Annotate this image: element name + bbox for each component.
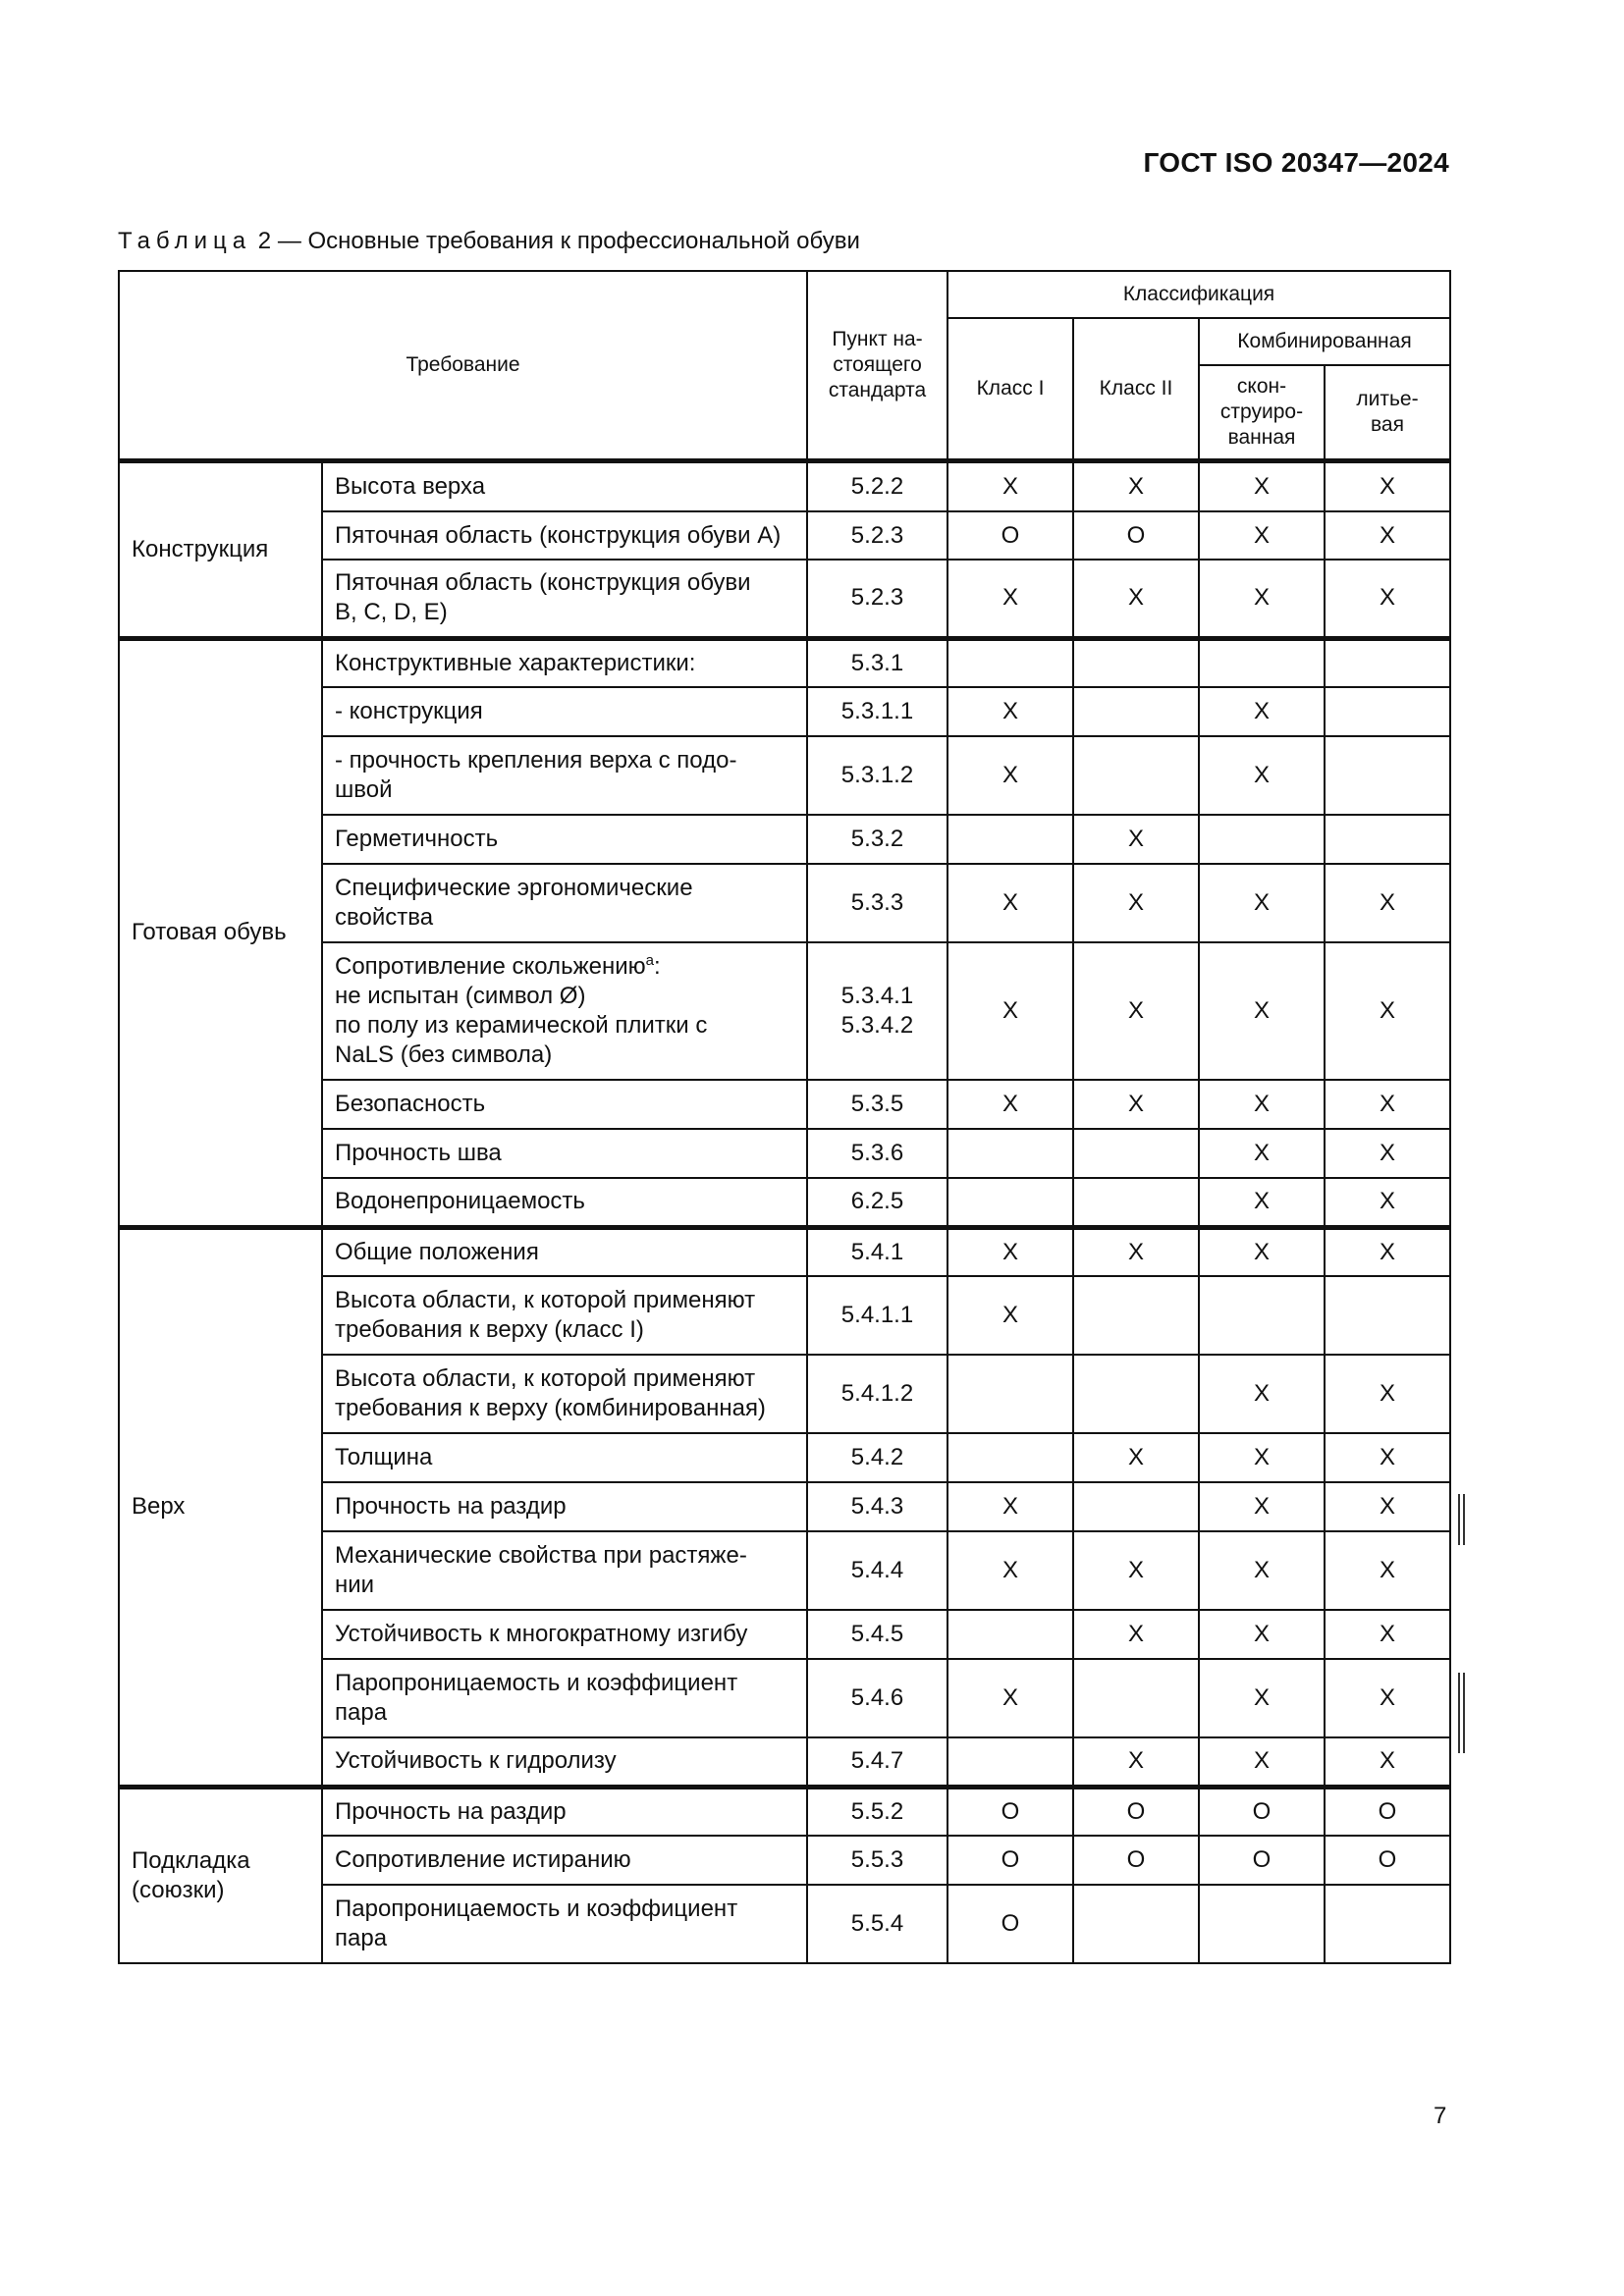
caption-number: 2 bbox=[257, 228, 272, 254]
clause-cell: 5.3.5 bbox=[807, 1080, 947, 1129]
class-1-mark: X bbox=[947, 736, 1073, 815]
requirement-cell bbox=[322, 1227, 807, 1276]
class-1-mark bbox=[947, 638, 1073, 687]
requirement-cell bbox=[322, 1659, 807, 1737]
class-2-mark: X bbox=[1073, 1433, 1199, 1482]
requirement-cell bbox=[322, 460, 807, 511]
requirement-text: Общие положения bbox=[335, 1238, 539, 1265]
requirement-text: Прочность шва bbox=[335, 1140, 502, 1166]
requirement-text: Устойчивость к многократному изгибу bbox=[335, 1621, 748, 1647]
requirement-cell bbox=[322, 1885, 807, 1963]
class-2-mark bbox=[1073, 1659, 1199, 1737]
class-2-mark bbox=[1073, 638, 1199, 687]
header-requirement: Требование bbox=[119, 271, 807, 460]
clause-cell: 5.4.2 bbox=[807, 1433, 947, 1482]
constructed-mark: X bbox=[1199, 1129, 1325, 1178]
moulded-mark: X bbox=[1325, 1178, 1450, 1227]
requirement-text: Сопротивление истиранию bbox=[335, 1846, 631, 1873]
requirement-cell bbox=[322, 511, 807, 560]
requirement-text: Толщина bbox=[335, 1444, 433, 1470]
caption-title: — Основные требования к профессиональной обуви bbox=[277, 228, 860, 254]
clause-cell: 5.4.4 bbox=[807, 1531, 947, 1610]
class-1-mark: X bbox=[947, 942, 1073, 1080]
header-class-1: Класс I bbox=[947, 318, 1073, 460]
requirement-text: Прочность на раздир bbox=[335, 1493, 567, 1520]
class-1-mark bbox=[947, 1129, 1073, 1178]
requirement-cell bbox=[322, 1482, 807, 1531]
header-class-2: Класс II bbox=[1073, 318, 1199, 460]
constructed-mark: X bbox=[1199, 687, 1325, 736]
requirement-text: Сопротивление скольжению bbox=[335, 953, 646, 980]
clause-cell: 5.4.1 bbox=[807, 1227, 947, 1276]
constructed-mark: X bbox=[1199, 1482, 1325, 1531]
requirement-text: Прочность на раздир bbox=[335, 1797, 567, 1825]
requirement-text: - конструкция bbox=[335, 698, 483, 724]
header-moulded: литье- вая bbox=[1325, 365, 1450, 460]
moulded-mark bbox=[1325, 1276, 1450, 1355]
clause-cell: 5.4.1.1 bbox=[807, 1276, 947, 1355]
class-1-mark bbox=[947, 1433, 1073, 1482]
requirement-cell bbox=[322, 1836, 807, 1885]
table-row bbox=[119, 1227, 1450, 1276]
constructed-mark: X bbox=[1199, 1659, 1325, 1737]
constructed-mark: O bbox=[1199, 1836, 1325, 1885]
requirement-cell bbox=[322, 1787, 807, 1836]
moulded-mark: X bbox=[1325, 460, 1450, 511]
requirement-text: Высота области, к которой применяют требования к верху (комбинированная) bbox=[335, 1365, 766, 1421]
class-2-mark bbox=[1073, 1129, 1199, 1178]
clause-cell: 5.2.2 bbox=[807, 460, 947, 511]
clause-cell: 5.3.1.2 bbox=[807, 736, 947, 815]
requirement-cell bbox=[322, 942, 807, 1080]
constructed-mark: X bbox=[1199, 1080, 1325, 1129]
class-2-mark: X bbox=[1073, 560, 1199, 638]
requirement-text: Высота верха bbox=[335, 472, 486, 500]
requirement-text: Специфические эргономические свойства bbox=[335, 875, 693, 931]
class-2-mark bbox=[1073, 1482, 1199, 1531]
table-caption bbox=[118, 228, 860, 255]
group-name: Подкладка (союзки) bbox=[119, 1787, 322, 1963]
standard-designation: ГОСТ ISO 20347—2024 bbox=[1143, 147, 1449, 178]
requirement-text: - прочность крепления верха с подо- швой bbox=[335, 747, 737, 803]
class-1-mark: X bbox=[947, 1659, 1073, 1737]
requirement-cell bbox=[322, 1531, 807, 1610]
constructed-mark bbox=[1199, 638, 1325, 687]
class-2-mark: O bbox=[1073, 511, 1199, 560]
constructed-mark: X bbox=[1199, 511, 1325, 560]
clause-cell: 6.2.5 bbox=[807, 1178, 947, 1227]
moulded-mark: X bbox=[1325, 864, 1450, 942]
requirement-text: Пяточная область (конструкция обуви B, C, D, E) bbox=[335, 569, 751, 626]
constructed-mark: X bbox=[1199, 1227, 1325, 1276]
table-row bbox=[119, 1787, 1450, 1836]
constructed-mark: X bbox=[1199, 1178, 1325, 1227]
moulded-mark bbox=[1325, 736, 1450, 815]
requirement-cell bbox=[322, 736, 807, 815]
constructed-mark: O bbox=[1199, 1787, 1325, 1836]
requirement-text: Пяточная область (конструкция обуви A) bbox=[335, 521, 782, 549]
clause-cell: 5.3.6 bbox=[807, 1129, 947, 1178]
requirement-cell bbox=[322, 1610, 807, 1659]
table-body bbox=[119, 460, 1450, 1963]
group-name: Конструкция bbox=[119, 460, 322, 638]
moulded-mark: X bbox=[1325, 1433, 1450, 1482]
constructed-mark bbox=[1199, 1885, 1325, 1963]
footnote-mark: a bbox=[645, 952, 654, 969]
moulded-mark: X bbox=[1325, 1482, 1450, 1531]
class-2-mark: O bbox=[1073, 1836, 1199, 1885]
class-1-mark: X bbox=[947, 1080, 1073, 1129]
moulded-mark: X bbox=[1325, 560, 1450, 638]
class-2-mark bbox=[1073, 1355, 1199, 1433]
requirement-cell bbox=[322, 1737, 807, 1787]
requirement-text-continued: : не испытан (символ Ø) по полу из керамической плитки с NaLS (без символа) bbox=[335, 953, 708, 1068]
clause-cell: 5.3.3 bbox=[807, 864, 947, 942]
class-1-mark: X bbox=[947, 560, 1073, 638]
requirement-text: Устойчивость к гидролизу bbox=[335, 1747, 617, 1775]
change-bar bbox=[1458, 1673, 1465, 1753]
constructed-mark: X bbox=[1199, 560, 1325, 638]
moulded-mark: X bbox=[1325, 1610, 1450, 1659]
header-combined: Комбинированная bbox=[1199, 318, 1450, 365]
moulded-mark: X bbox=[1325, 942, 1450, 1080]
class-2-mark: X bbox=[1073, 864, 1199, 942]
moulded-mark bbox=[1325, 815, 1450, 864]
constructed-mark: X bbox=[1199, 1531, 1325, 1610]
class-2-mark bbox=[1073, 1276, 1199, 1355]
constructed-mark: X bbox=[1199, 1610, 1325, 1659]
constructed-mark: X bbox=[1199, 1433, 1325, 1482]
requirements-table bbox=[118, 270, 1451, 1964]
requirement-text: Конструктивные характеристики: bbox=[335, 649, 696, 676]
class-1-mark: O bbox=[947, 1885, 1073, 1963]
class-1-mark bbox=[947, 1355, 1073, 1433]
constructed-mark: X bbox=[1199, 1355, 1325, 1433]
class-1-mark: X bbox=[947, 864, 1073, 942]
class-2-mark bbox=[1073, 1178, 1199, 1227]
header-clause: Пункт на- стоящего стандарта bbox=[807, 271, 947, 460]
class-2-mark bbox=[1073, 736, 1199, 815]
clause-cell: 5.3.1.1 bbox=[807, 687, 947, 736]
moulded-mark: X bbox=[1325, 1659, 1450, 1737]
class-2-mark: X bbox=[1073, 1737, 1199, 1787]
clause-cell: 5.4.5 bbox=[807, 1610, 947, 1659]
constructed-mark: X bbox=[1199, 864, 1325, 942]
class-2-mark: X bbox=[1073, 460, 1199, 511]
class-1-mark bbox=[947, 815, 1073, 864]
constructed-mark: X bbox=[1199, 736, 1325, 815]
requirement-cell bbox=[322, 560, 807, 638]
class-2-mark bbox=[1073, 1885, 1199, 1963]
clause-cell: 5.3.2 bbox=[807, 815, 947, 864]
requirement-cell bbox=[322, 864, 807, 942]
requirement-text: Безопасность bbox=[335, 1091, 486, 1117]
header-classification: Классификация bbox=[947, 271, 1450, 318]
class-2-mark: X bbox=[1073, 1227, 1199, 1276]
constructed-mark: X bbox=[1199, 1737, 1325, 1787]
moulded-mark: X bbox=[1325, 1737, 1450, 1787]
clause-cell: 5.3.4.1 5.3.4.2 bbox=[807, 942, 947, 1080]
clause-cell: 5.5.3 bbox=[807, 1836, 947, 1885]
clause-cell: 5.4.7 bbox=[807, 1737, 947, 1787]
class-1-mark: X bbox=[947, 1227, 1073, 1276]
requirement-text: Механические свойства при растяже- нии bbox=[335, 1542, 747, 1598]
moulded-mark: O bbox=[1325, 1836, 1450, 1885]
moulded-mark: X bbox=[1325, 1355, 1450, 1433]
class-1-mark: X bbox=[947, 1276, 1073, 1355]
class-1-mark bbox=[947, 1178, 1073, 1227]
class-1-mark bbox=[947, 1610, 1073, 1659]
requirement-cell bbox=[322, 1355, 807, 1433]
group-name: Готовая обувь bbox=[119, 638, 322, 1227]
class-1-mark bbox=[947, 1737, 1073, 1787]
class-2-mark: X bbox=[1073, 942, 1199, 1080]
class-2-mark: O bbox=[1073, 1787, 1199, 1836]
moulded-mark: O bbox=[1325, 1787, 1450, 1836]
clause-cell: 5.5.4 bbox=[807, 1885, 947, 1963]
table-row bbox=[119, 638, 1450, 687]
requirement-text: Герметичность bbox=[335, 826, 499, 852]
requirement-cell bbox=[322, 1433, 807, 1482]
requirement-cell bbox=[322, 638, 807, 687]
clause-cell: 5.2.3 bbox=[807, 560, 947, 638]
table-row bbox=[119, 460, 1450, 511]
class-2-mark: X bbox=[1073, 815, 1199, 864]
class-2-mark: X bbox=[1073, 1610, 1199, 1659]
class-1-mark: O bbox=[947, 1836, 1073, 1885]
class-1-mark: O bbox=[947, 1787, 1073, 1836]
class-2-mark: X bbox=[1073, 1080, 1199, 1129]
requirement-cell bbox=[322, 1080, 807, 1129]
requirement-cell bbox=[322, 687, 807, 736]
constructed-mark bbox=[1199, 1276, 1325, 1355]
constructed-mark: X bbox=[1199, 460, 1325, 511]
class-2-mark bbox=[1073, 687, 1199, 736]
requirement-text: Высота области, к которой применяют требования к верху (класс I) bbox=[335, 1287, 756, 1343]
moulded-mark: X bbox=[1325, 1227, 1450, 1276]
requirement-cell bbox=[322, 815, 807, 864]
class-2-mark: X bbox=[1073, 1531, 1199, 1610]
class-1-mark: X bbox=[947, 1482, 1073, 1531]
clause-cell: 5.3.1 bbox=[807, 638, 947, 687]
change-bar bbox=[1458, 1494, 1465, 1545]
requirement-text: Водонепроницаемость bbox=[335, 1188, 585, 1215]
clause-cell: 5.2.3 bbox=[807, 511, 947, 560]
constructed-mark bbox=[1199, 815, 1325, 864]
moulded-mark: X bbox=[1325, 1129, 1450, 1178]
moulded-mark: X bbox=[1325, 511, 1450, 560]
moulded-mark: X bbox=[1325, 1080, 1450, 1129]
class-1-mark: O bbox=[947, 511, 1073, 560]
moulded-mark bbox=[1325, 638, 1450, 687]
requirement-cell bbox=[322, 1129, 807, 1178]
constructed-mark: X bbox=[1199, 942, 1325, 1080]
group-name: Верх bbox=[119, 1227, 322, 1787]
clause-cell: 5.4.1.2 bbox=[807, 1355, 947, 1433]
class-1-mark: X bbox=[947, 1531, 1073, 1610]
class-1-mark: X bbox=[947, 687, 1073, 736]
clause-cell: 5.4.6 bbox=[807, 1659, 947, 1737]
header-constructed: скон- струиро- ванная bbox=[1199, 365, 1325, 460]
clause-cell: 5.4.3 bbox=[807, 1482, 947, 1531]
requirement-text: Паропроницаемость и коэффициент пара bbox=[335, 1896, 738, 1951]
moulded-mark bbox=[1325, 1885, 1450, 1963]
requirement-cell bbox=[322, 1276, 807, 1355]
moulded-mark bbox=[1325, 687, 1450, 736]
requirement-text: Паропроницаемость и коэффициент пара bbox=[335, 1670, 738, 1726]
page-number: 7 bbox=[1434, 2103, 1447, 2129]
moulded-mark: X bbox=[1325, 1531, 1450, 1610]
caption-label: Таблица bbox=[118, 228, 252, 254]
clause-cell: 5.5.2 bbox=[807, 1787, 947, 1836]
class-1-mark: X bbox=[947, 460, 1073, 511]
requirement-cell bbox=[322, 1178, 807, 1227]
